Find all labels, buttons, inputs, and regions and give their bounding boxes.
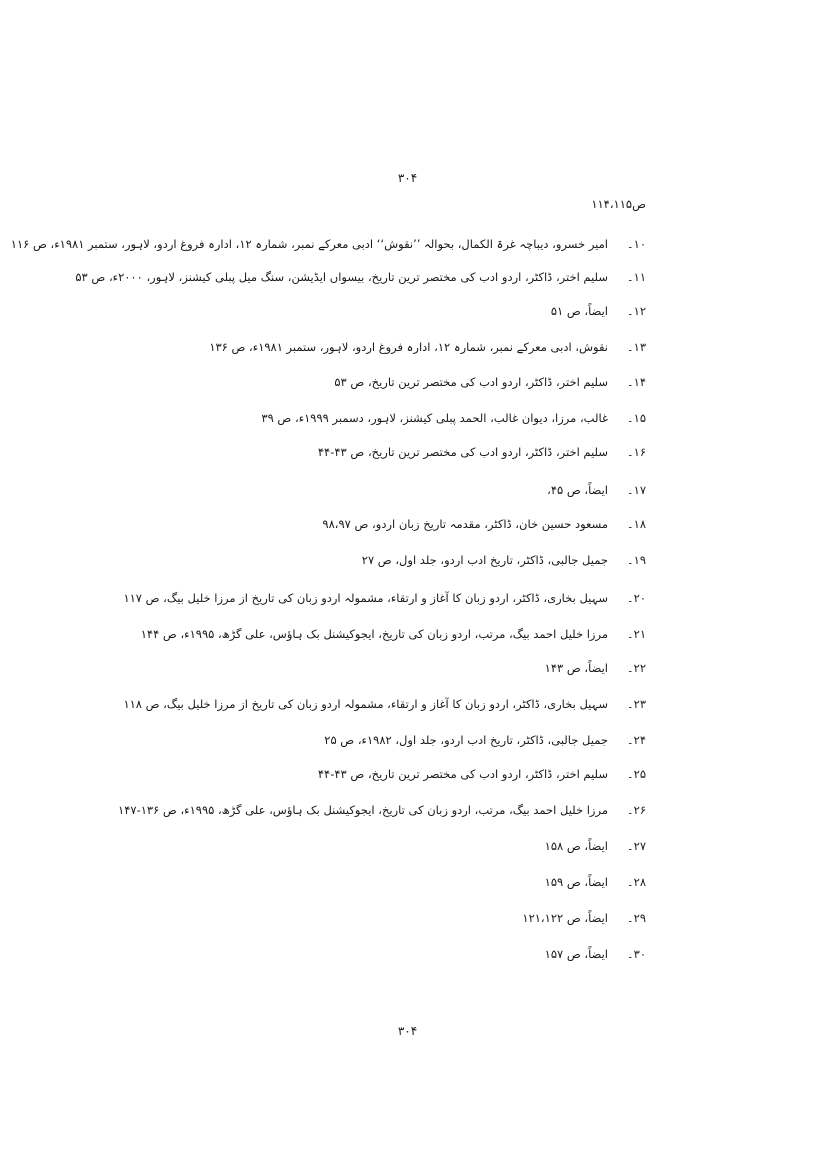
endnote-text: سلیم اختر، ڈاکٹر، اردو ادب کی مختصر ترین تاریخ، ص ۵۳: [334, 375, 608, 389]
endnote-text: غالب، مرزا، دیوان غالب، الحمد پبلی کیشنز، لاہور، دسمبر ۱۹۹۹ء، ص ۳۹: [261, 411, 608, 425]
endnote-number: ۱۲۔: [626, 304, 646, 318]
endnote-number: ۲۸۔: [626, 875, 646, 889]
endnote-text: مرزا خلیل احمد بیگ، مرتب، اردو زبان کی تاریخ، ایجوکیشنل بک ہاؤس، علی گڑھ، ۱۹۹۵ء، ص ۱۴۴: [140, 627, 608, 641]
endnote-number: ۱۵۔: [626, 411, 646, 425]
endnote-number: ۲۴۔: [626, 733, 646, 747]
endnote-item: [46, 766, 646, 782]
endnote-number: ۲۹۔: [626, 911, 646, 925]
endnote-number: ۱۸۔: [626, 517, 646, 531]
endnote-text: ایضاً، ص ۴۵،: [547, 483, 608, 497]
page-number-top: ۳۰۴: [397, 171, 418, 185]
endnote-text: مرزا خلیل احمد بیگ، مرتب، اردو زبان کی تاریخ، ایجوکیشنل بک ہاؤس، علی گڑھ، ۱۹۹۵ء، ص ۱۳۶-۱۴۷: [118, 803, 608, 817]
page-number-bottom: ۳۰۴: [397, 1024, 418, 1038]
endnote-text: ایضاً، ص ۱۵۹: [544, 875, 608, 889]
endnote-item: [10, 236, 646, 252]
endnote-item: [46, 626, 646, 642]
endnote-number: ۲۱۔: [626, 627, 646, 641]
endnote-number: ۱۰۔: [626, 237, 646, 251]
endnote-text: سلیم اختر، ڈاکٹر، اردو ادب کی مختصر ترین تاریخ، بیسواں ایڈیشن، سنگ میل پبلی کیشنز، لاہور، ۲۰۰۰ء، ص ۵۳: [75, 270, 608, 284]
endnote-item: [46, 946, 646, 962]
endnote-text: سلیم اختر، ڈاکٹر، اردو ادب کی مختصر ترین تاریخ، ص ۴۳-۴۴: [317, 445, 608, 459]
endnote-item: [46, 874, 646, 890]
continuation-line: ص۱۱۴،۱۱۵: [591, 197, 646, 211]
endnote-text: امیر خسرو، دیباچہ غرۃ الکمال، بحوالہ ’’نقوش‘‘ ادبی معرکے نمبر، شمارہ ۱۲، ادارہ فروغ اردو، لاہور، ستمبر ۱۹۸۱ء، ص ۱۱۶: [10, 237, 608, 251]
endnote-item: [46, 339, 646, 355]
endnote-text: جمیل جالبی، ڈاکٹر، تاریخ ادب اردو، جلد اول، ۱۹۸۲ء، ص ۲۵: [324, 733, 608, 747]
endnote-item: [46, 660, 646, 676]
endnote-text: نقوش، ادبی معرکے نمبر، شمارہ ۱۲، ادارہ فروغ اردو، لاہور، ستمبر ۱۹۸۱ء، ص ۱۳۶: [209, 340, 608, 354]
endnote-item: [46, 374, 646, 390]
endnote-number: ۳۰۔: [626, 947, 646, 961]
endnote-item: [46, 910, 646, 926]
endnote-item: [46, 802, 646, 818]
endnote-text: سہیل بخاری، ڈاکٹر، اردو زبان کا آغاز و ارتقاء، مشمولہ اردو زبان کی تاریخ از مرزا خلیل بیگ، ص ۱۱۷: [123, 591, 608, 605]
endnote-item: [46, 696, 646, 712]
endnote-number: ۱۹۔: [626, 553, 646, 567]
endnote-number: ۲۰۔: [626, 591, 646, 605]
endnote-item: [46, 838, 646, 854]
endnote-text: ایضاً، ص ۵۱: [550, 304, 608, 318]
endnote-number: ۱۷۔: [626, 483, 646, 497]
endnote-item: [46, 732, 646, 748]
endnote-item: [46, 590, 646, 606]
endnote-text: ایضاً، ص ۱۵۸: [544, 839, 608, 853]
endnote-text: ایضاً، ص ۱۲۱،۱۲۲: [522, 911, 608, 925]
endnote-number: ۲۷۔: [626, 839, 646, 853]
endnote-number: ۱۳۔: [626, 340, 646, 354]
endnote-item: [46, 269, 646, 285]
endnote-item: [46, 552, 646, 568]
endnote-item: [46, 482, 646, 498]
endnote-number: ۲۳۔: [626, 697, 646, 711]
endnote-number: ۱۱۔: [626, 270, 646, 284]
endnote-number: ۲۶۔: [626, 803, 646, 817]
endnote-number: ۱۴۔: [626, 375, 646, 389]
endnote-text: مسعود حسین خان، ڈاکٹر، مقدمہ تاریخ زبان اردو، ص ۹۸،۹۷: [322, 517, 608, 531]
endnote-text: ایضاً، ص ۱۴۳: [544, 661, 608, 675]
endnote-number: ۲۵۔: [626, 767, 646, 781]
endnote-item: [46, 444, 646, 460]
endnote-number: ۱۶۔: [626, 445, 646, 459]
endnote-number: ۲۲۔: [626, 661, 646, 675]
endnote-text: جمیل جالبی، ڈاکٹر، تاریخ ادب اردو، جلد اول، ص ۲۷: [361, 553, 608, 567]
endnote-item: [46, 516, 646, 532]
endnote-item: [46, 410, 646, 426]
endnote-item: [46, 303, 646, 319]
endnote-text: ایضاً، ص ۱۵۷: [544, 947, 608, 961]
endnote-text: سہیل بخاری، ڈاکٹر، اردو زبان کا آغاز و ارتقاء، مشمولہ اردو زبان کی تاریخ از مرزا خلیل بیگ، ص ۱۱۸: [123, 697, 608, 711]
endnote-text: سلیم اختر، ڈاکٹر، اردو ادب کی مختصر ترین تاریخ، ص ۴۳-۴۴: [317, 767, 608, 781]
